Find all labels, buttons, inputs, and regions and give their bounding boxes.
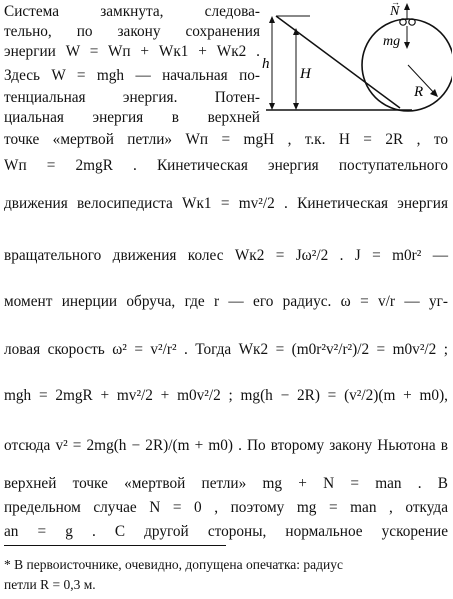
- text-line-4: Здесь W = mgh — начальная по-: [4, 67, 260, 84]
- text-line-2: тельно, по закону сохранения: [4, 23, 260, 40]
- footnote-line-1: * В первоисточнике, очевидно, допущена опечатка: радиус: [4, 557, 344, 572]
- N-arrow-head: [404, 3, 410, 10]
- label-H: H: [300, 66, 311, 82]
- text-line-13: mgh = 2mgR + mv²/2 + m0v²/2 ; mg(h − 2R) = (v²/2)(m + m0),: [4, 387, 448, 404]
- label-R: R: [414, 84, 424, 100]
- mg-arrow-head: [404, 42, 410, 49]
- h-arrow-up-head: [269, 16, 275, 23]
- footnote-divider: [4, 545, 226, 546]
- footnote-line-2: петли R = 0,3 м.: [4, 577, 96, 592]
- label-h: h: [262, 56, 270, 72]
- text-line-7: точке «мертвой петли» Wп = mgH , т.к. H = 2R , то: [4, 131, 448, 148]
- text-line-15: верхней точке «мертвой петли» mg + N = man . В: [4, 475, 448, 492]
- text-line-10: вращательного движения колес Wк2 = Jω²/2 . J = m0r² —: [4, 247, 448, 264]
- text-line-16: предельном случае N = 0 , поэтому mg = man , откуда: [4, 499, 448, 516]
- label-N: N: [390, 4, 400, 19]
- text-line-8: Wп = 2mgR . Кинетическая энергия поступательного: [4, 157, 448, 174]
- dead-loop-figure: [262, 2, 452, 120]
- text-line-17: an = g . С другой стороны, нормальное ускорение: [4, 523, 448, 540]
- text-line-9: движения велосипедиста Wк1 = mv²/2 . Кинетическая энергия: [4, 195, 448, 212]
- N-vector-bar: →: [391, 2, 400, 7]
- text-line-3: энергии W = Wп + Wк1 + Wк2 .: [4, 43, 260, 60]
- text-line-1: Система замкнута, следова-: [4, 3, 260, 20]
- text-line-5: тенциальная энергия. Потен-: [4, 89, 260, 106]
- text-line-12: ловая скорость ω² = v²/r² . Тогда Wк2 = (m0r²v²/r²)/2 = m0v²/2 ;: [4, 341, 448, 358]
- text-line-11: момент инерции обруча, где r — его радиус. ω = v/r — уг-: [4, 293, 448, 310]
- text-line-14: отсюда v² = 2mg(h − 2R)/(m + m0) . По второму закону Ньютона в: [4, 437, 448, 454]
- label-mg: mg: [383, 34, 401, 49]
- H-arrow-down-head: [293, 103, 299, 110]
- ramp-line: [276, 16, 400, 108]
- text-line-6: циальная энергия в верхней: [4, 109, 260, 126]
- h-arrow-down-head: [269, 103, 275, 110]
